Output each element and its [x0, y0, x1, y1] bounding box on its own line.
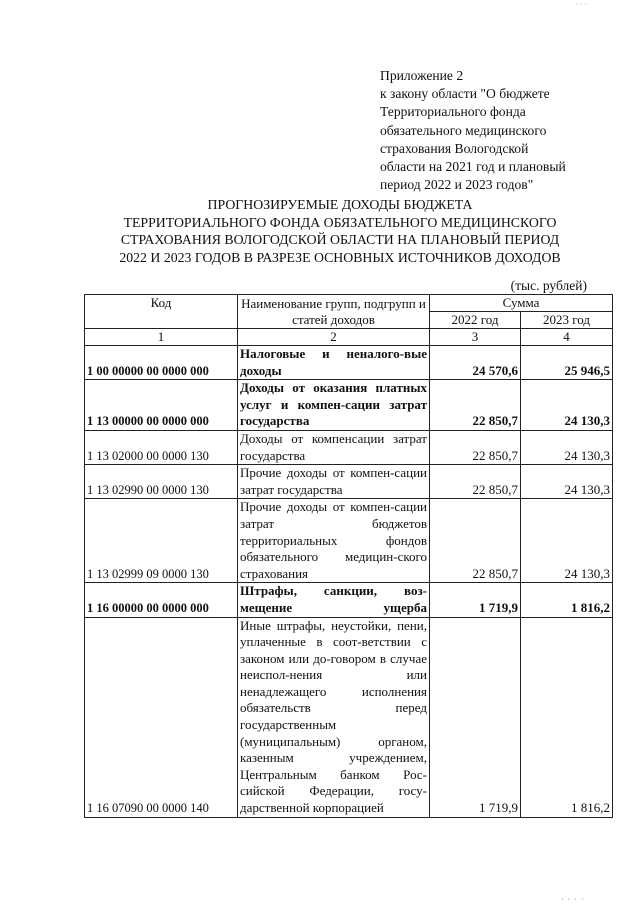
- title-line: СТРАХОВАНИЯ ВОЛОГОДСКОЙ ОБЛАСТИ НА ПЛАНОВЫЙ ПЕРИОД: [120, 232, 560, 248]
- row-code: 1 16 07090 00 0000 140: [85, 617, 238, 817]
- row-value-2023: 1 816,2: [521, 583, 613, 617]
- row-value-2023: 1 816,2: [521, 617, 613, 817]
- table-row: [85, 430, 613, 464]
- table-row: [85, 617, 613, 817]
- appendix-line: к закону области "О бюджете: [380, 86, 550, 102]
- title-line: ПРОГНОЗИРУЕМЫЕ ДОХОДЫ БЮДЖЕТА: [207, 197, 473, 212]
- row-name: Налоговые и неналого-вые доходы: [238, 346, 430, 380]
- title-line: 2022 И 2023 ГОДОВ В РАЗРЕЗЕ ОСНОВНЫХ ИСТОЧНИКОВ ДОХОДОВ: [119, 249, 561, 265]
- table-numbering-row: [85, 329, 613, 346]
- row-code: 1 16 00000 00 0000 000: [85, 583, 238, 617]
- title-line: ТЕРРИТОРИАЛЬНОГО ФОНДА ОБЯЗАТЕЛЬНОГО МЕДИЦИНСКОГО: [123, 214, 557, 230]
- column-number: 4: [521, 329, 613, 346]
- table-header-row: [85, 295, 613, 312]
- revenue-table: [84, 294, 613, 818]
- row-value-2023: 24 130,3: [521, 380, 613, 431]
- row-code: 1 13 02990 00 0000 130: [85, 465, 238, 499]
- table-row: [85, 583, 613, 617]
- appendix-line: период 2022 и 2023 годов": [380, 177, 534, 193]
- row-value-2022: 1 719,9: [430, 583, 521, 617]
- units-label: (тыс. рублей): [510, 278, 587, 293]
- appendix-note: [380, 67, 605, 194]
- header-year-2023: 2023 год: [521, 312, 613, 329]
- row-code: 1 00 00000 00 0000 000: [85, 346, 238, 380]
- row-name: Штрафы, санкции, воз-мещение ущерба: [238, 583, 430, 617]
- appendix-line: обязательного медицинского: [380, 122, 547, 138]
- row-value-2022: 24 570,6: [430, 346, 521, 380]
- header-code: Код: [85, 295, 238, 329]
- row-code: 1 13 02999 09 0000 130: [85, 499, 238, 583]
- column-number: 1: [85, 329, 238, 346]
- row-value-2022: 22 850,7: [430, 499, 521, 583]
- row-name: Иные штрафы, неустойки, пени, уплаченные в соот-ветствии с законом или до-говором в случае неиспол-нения или ненадлежащего исполнения обязательств перед государственным (муниципальным) органом, казенным учреждением, Центральным банком Рос-сийской Федерации, госу-дарственной корпорацией: [238, 617, 430, 817]
- table-row: [85, 346, 613, 380]
- row-value-2023: 25 946,5: [521, 346, 613, 380]
- row-name: Прочие доходы от компен-сации затрат государства: [238, 465, 430, 499]
- header-year-2022: 2022 год: [430, 312, 521, 329]
- row-value-2022: 22 850,7: [430, 380, 521, 431]
- column-number: 2: [238, 329, 430, 346]
- table-row: [85, 465, 613, 499]
- row-code: 1 13 00000 00 0000 000: [85, 380, 238, 431]
- row-value-2023: 24 130,3: [521, 499, 613, 583]
- scan-mark-bottom: · · · ·: [561, 895, 585, 904]
- appendix-line: области на 2021 год и плановый: [380, 159, 566, 175]
- row-value-2023: 24 130,3: [521, 465, 613, 499]
- row-code: 1 13 02000 00 0000 130: [85, 430, 238, 464]
- appendix-line: Приложение 2: [380, 68, 464, 83]
- header-name: Наименование групп, подгрупп и статей доходов: [238, 295, 430, 329]
- row-name: Прочие доходы от компен-сации затрат бюджетов территориальных фондов обязательного медицин-ского страхования: [238, 499, 430, 583]
- appendix-line: страхования Вологодской: [380, 140, 529, 156]
- appendix-line: Территориального фонда: [380, 104, 526, 120]
- row-value-2022: 1 719,9: [430, 617, 521, 817]
- row-value-2023: 24 130,3: [521, 430, 613, 464]
- row-value-2022: 22 850,7: [430, 465, 521, 499]
- row-name: Доходы от компенсации затрат государства: [238, 430, 430, 464]
- column-number: 3: [430, 329, 521, 346]
- header-sum: Сумма: [430, 295, 613, 312]
- table-row: [85, 499, 613, 583]
- row-name: Доходы от оказания платных услуг и компен-сации затрат государства: [238, 380, 430, 431]
- scan-mark-top: · · ·: [575, 0, 587, 9]
- document-title: [60, 196, 620, 266]
- row-value-2022: 22 850,7: [430, 430, 521, 464]
- table-row: [85, 380, 613, 431]
